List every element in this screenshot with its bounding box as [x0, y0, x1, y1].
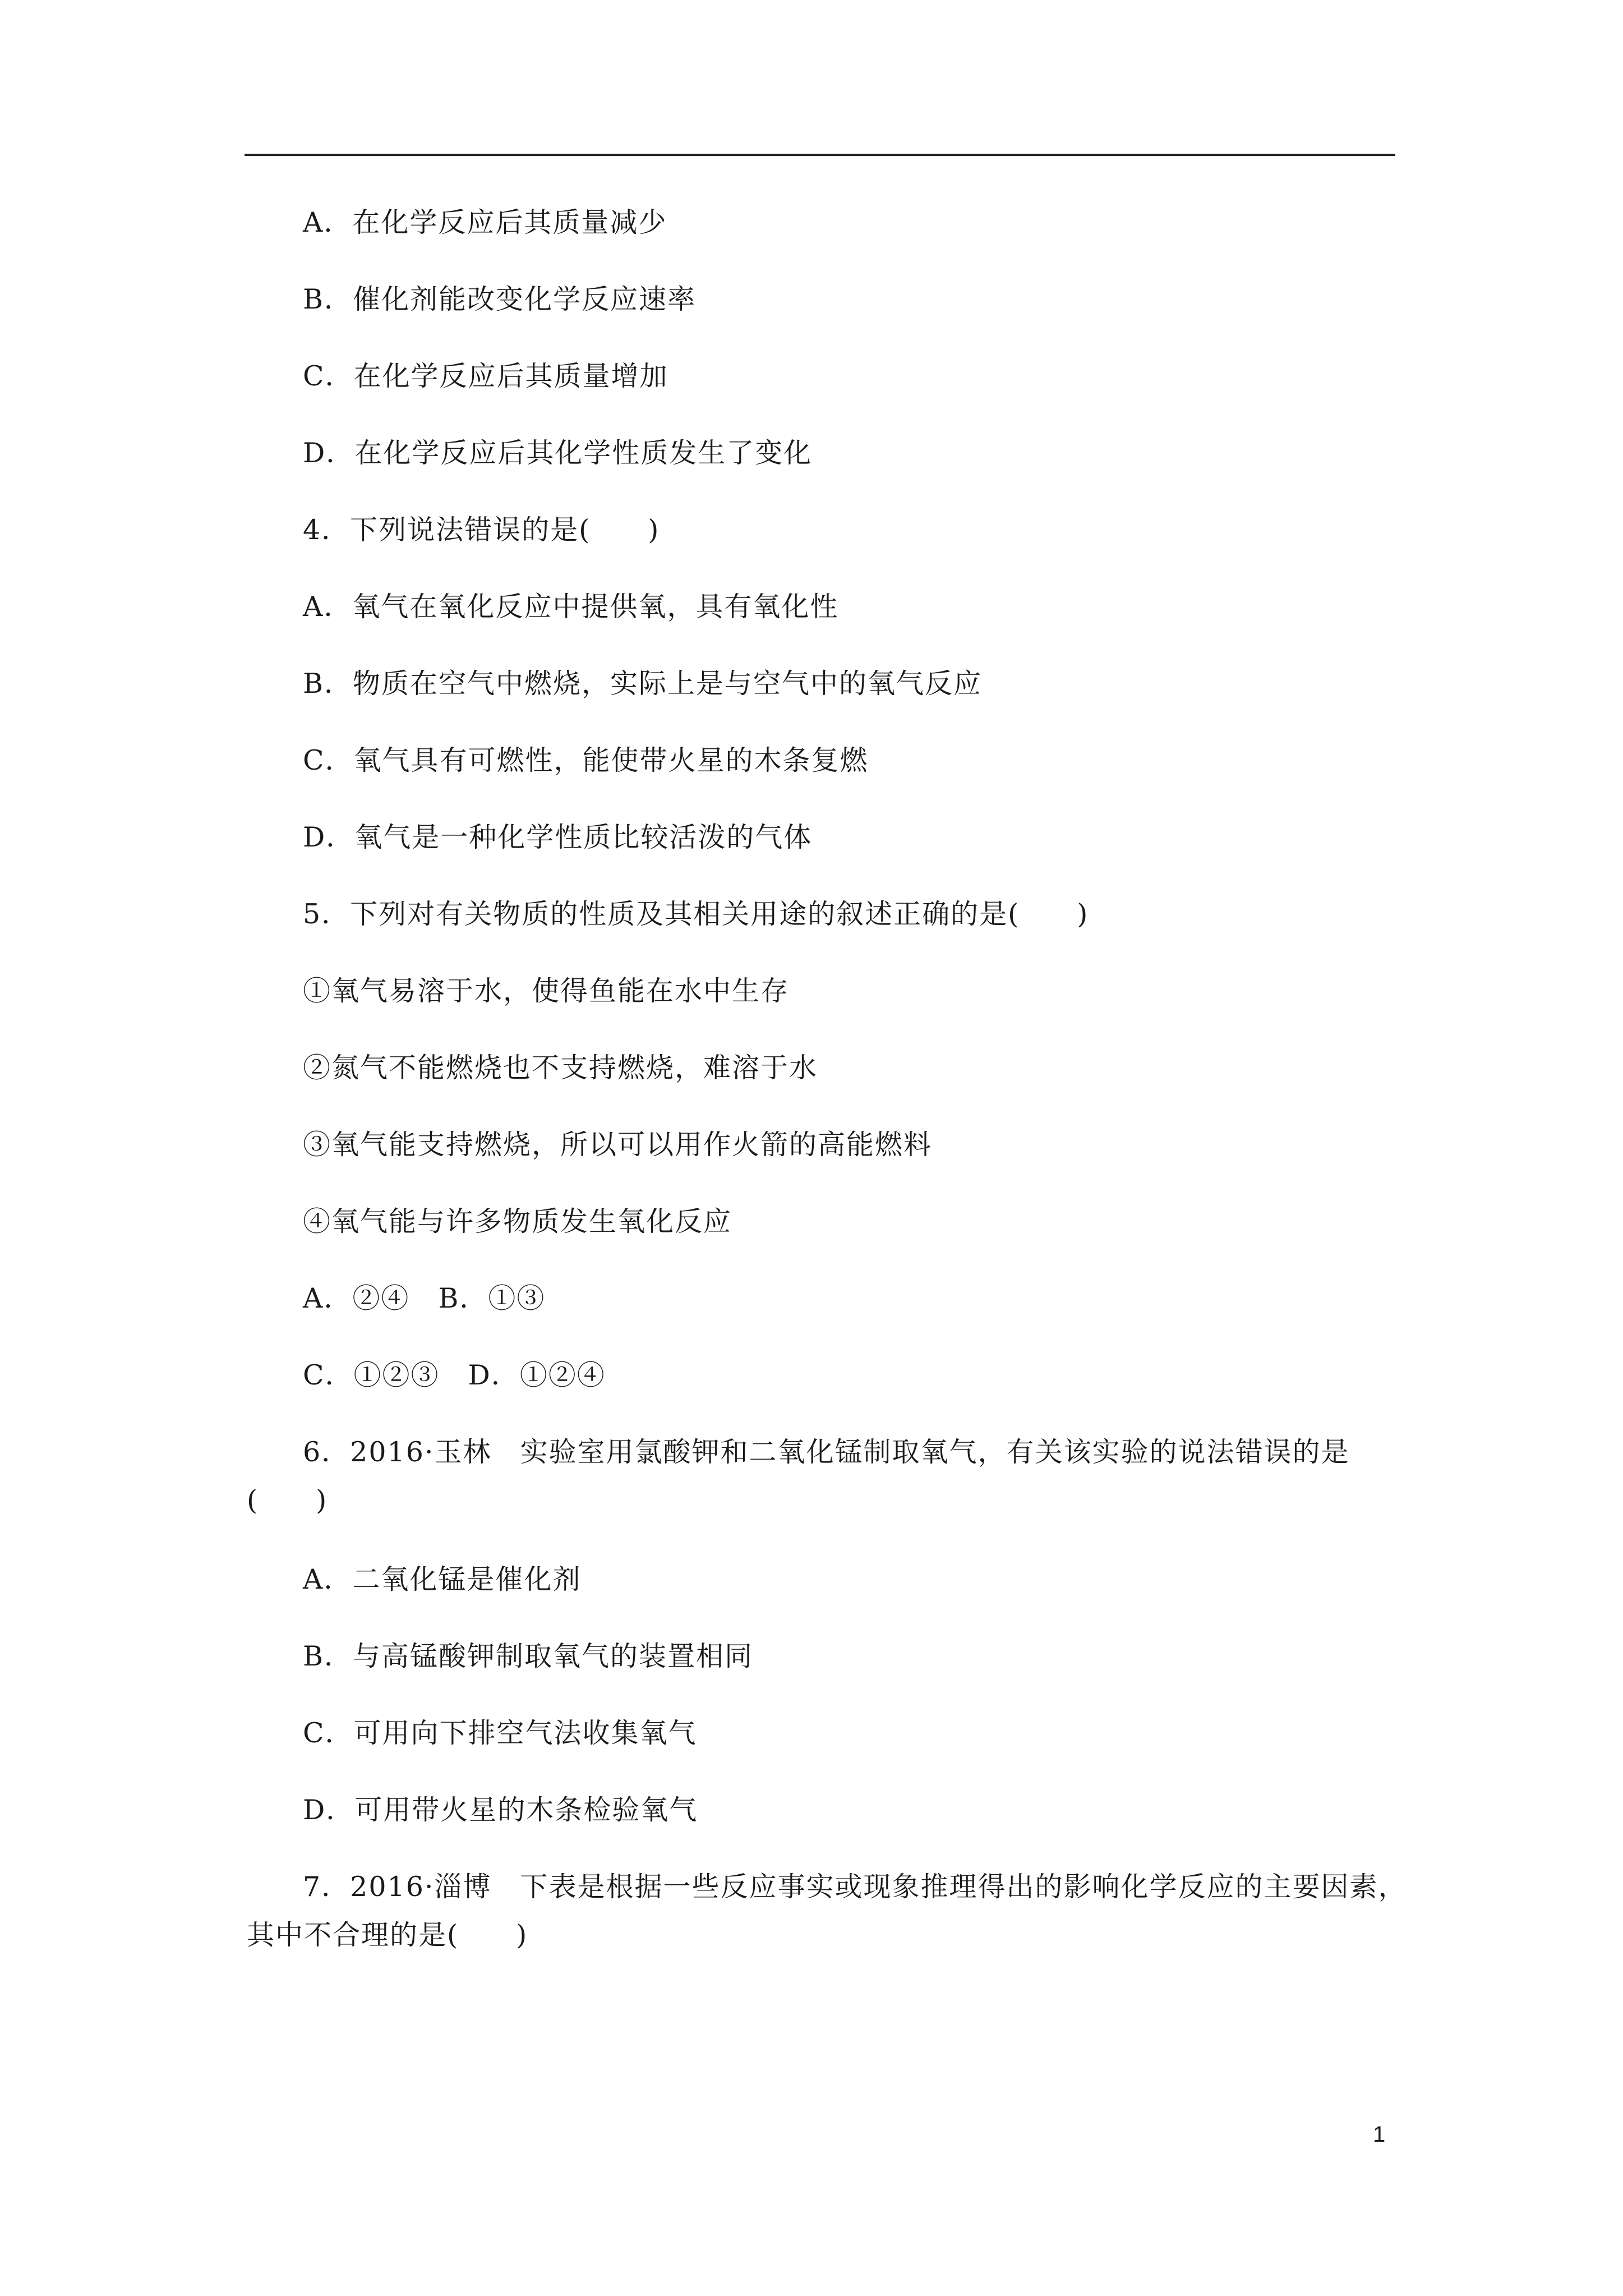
- option-6d: D．可用带火星的木条检验氧气: [303, 1794, 698, 1826]
- page-number: 1: [1373, 2122, 1386, 2147]
- option-6b: B．与高锰酸钾制取氧气的装置相同: [303, 1640, 754, 1672]
- options-5-cd: C．①②③ D．①②④: [303, 1359, 606, 1391]
- statement-5-2: ②氮气不能燃烧也不支持燃烧，难溶于水: [303, 1052, 818, 1084]
- question-6: 6．2016·玉林 实验室用氯酸钾和二氧化锰制取氧气，有关该实验的说法错误的是: [303, 1436, 1350, 1468]
- question-5: 5．下列对有关物质的性质及其相关用途的叙述正确的是( ): [303, 898, 1089, 930]
- option-3d: D．在化学反应后其化学性质发生了变化: [303, 437, 813, 469]
- options-5-ab: A．②④ B．①③: [303, 1282, 546, 1314]
- question-6-blank: ( ): [247, 1484, 328, 1516]
- option-6a: A．二氧化锰是催化剂: [303, 1563, 582, 1595]
- option-3c: C．在化学反应后其质量增加: [303, 360, 668, 392]
- statement-5-1: ①氧气易溶于水，使得鱼能在水中生存: [303, 975, 790, 1007]
- question-7: 7．2016·淄博 下表是根据一些反应事实或现象推理得出的影响化学反应的主要因素，: [303, 1871, 1407, 1903]
- option-4c: C．氧气具有可燃性，能使带火星的木条复燃: [303, 744, 869, 776]
- question-7-continued: 其中不合理的是( ): [247, 1919, 528, 1951]
- option-6c: C．可用向下排空气法收集氧气: [303, 1717, 697, 1749]
- option-3b: B．催化剂能改变化学反应速率: [303, 283, 697, 315]
- option-4d: D．氧气是一种化学性质比较活泼的气体: [303, 821, 813, 853]
- option-4a: A．氧气在氧化反应中提供氧，具有氧化性: [303, 591, 839, 623]
- header-rule: [245, 154, 1395, 156]
- statement-5-4: ④氧气能与许多物质发生氧化反应: [303, 1205, 732, 1237]
- question-4: 4．下列说法错误的是( ): [303, 514, 660, 546]
- option-4b: B．物质在空气中燃烧，实际上是与空气中的氧气反应: [303, 668, 983, 700]
- statement-5-3: ③氧气能支持燃烧，所以可以用作火箭的高能燃料: [303, 1129, 933, 1161]
- option-3a: A．在化学反应后其质量减少: [303, 206, 667, 238]
